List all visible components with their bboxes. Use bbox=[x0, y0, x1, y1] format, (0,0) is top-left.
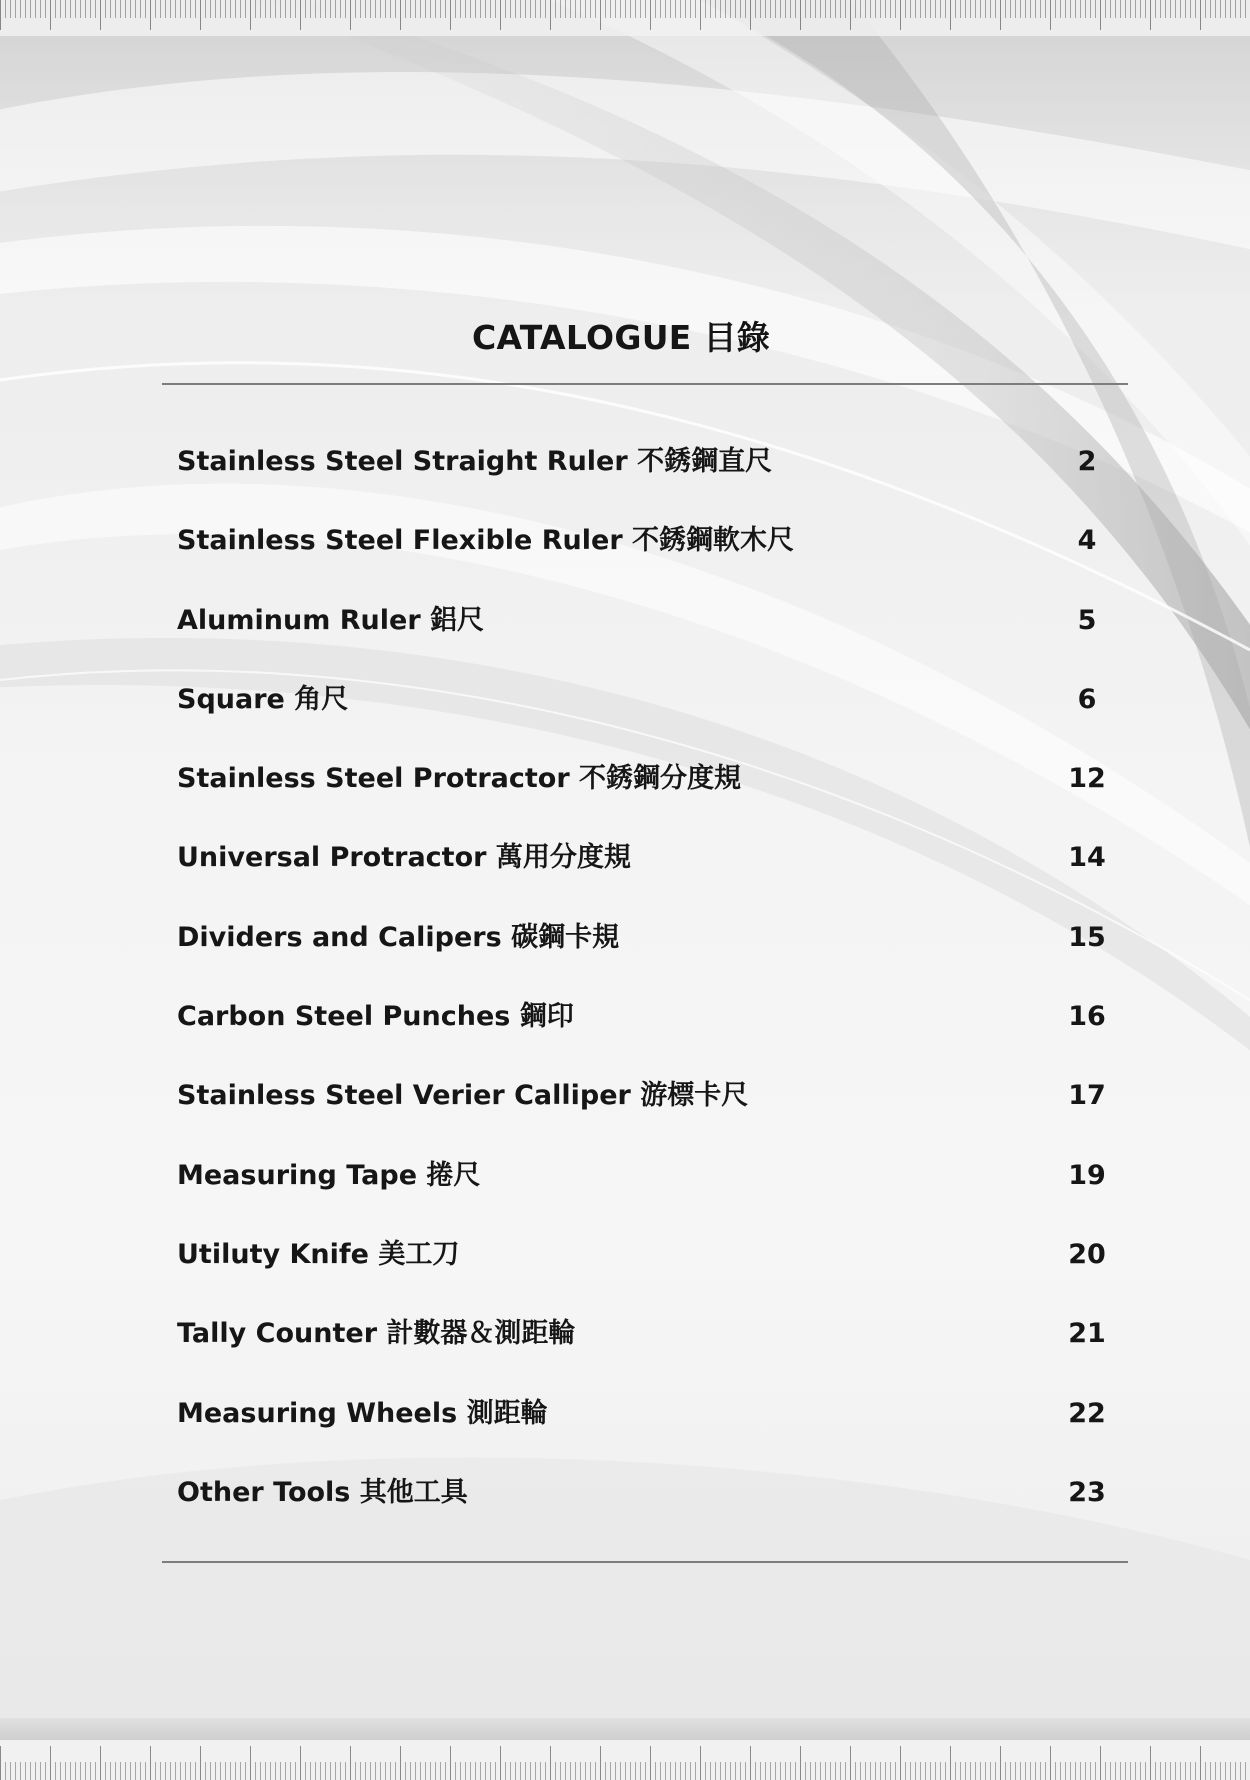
toc-entry-flexible-ruler[interactable] bbox=[177, 509, 1117, 588]
entry-title: Measuring Tape 捲尺 bbox=[177, 1159, 481, 1191]
entry-page-number: 20 bbox=[1068, 1238, 1106, 1270]
entry-title: Dividers and Calipers 碳鋼卡規 bbox=[177, 921, 620, 953]
table-of-contents bbox=[177, 430, 1117, 1540]
entry-page-number: 2 bbox=[1077, 446, 1097, 477]
entry-page-number: 22 bbox=[1068, 1397, 1106, 1429]
entry-page-number: 4 bbox=[1077, 525, 1097, 557]
entry-title: Utiluty Knife 美工刀 bbox=[177, 1238, 460, 1270]
toc-entry-utility-knife[interactable] bbox=[177, 1223, 1117, 1302]
entry-title: Stainless Steel Straight Ruler 不銹鋼直尺 bbox=[177, 446, 773, 477]
toc-entry-vernier-calliper[interactable] bbox=[177, 1064, 1117, 1143]
entry-title: Carbon Steel Punches 鋼印 bbox=[177, 1001, 574, 1033]
toc-entry-dividers-calipers[interactable] bbox=[177, 906, 1117, 985]
entry-page-number: 21 bbox=[1068, 1318, 1106, 1350]
toc-entry-measuring-tape[interactable] bbox=[177, 1144, 1117, 1223]
toc-entry-square[interactable] bbox=[177, 668, 1117, 747]
title-divider bbox=[162, 383, 1128, 385]
toc-entry-universal-protractor[interactable] bbox=[177, 826, 1117, 905]
page-title: CATALOGUE 目錄 bbox=[471, 318, 771, 357]
entry-page-number: 12 bbox=[1068, 763, 1106, 795]
entry-title: Square 角尺 bbox=[177, 683, 349, 715]
entry-page-number: 15 bbox=[1068, 921, 1106, 953]
entry-page-number: 5 bbox=[1077, 604, 1097, 636]
entry-page-number: 14 bbox=[1068, 842, 1106, 874]
toc-entry-tally-counter[interactable] bbox=[177, 1302, 1117, 1381]
footer-band-decoration bbox=[0, 1718, 1250, 1740]
entry-page-number: 16 bbox=[1068, 1001, 1106, 1033]
toc-entry-aluminum-ruler[interactable] bbox=[177, 589, 1117, 668]
entry-title: Stainless Steel Flexible Ruler 不銹鋼軟木尺 bbox=[177, 525, 795, 557]
toc-entry-measuring-wheels[interactable] bbox=[177, 1382, 1117, 1461]
top-ruler-decoration bbox=[0, 0, 1250, 36]
entry-page-number: 17 bbox=[1068, 1080, 1106, 1112]
toc-entry-straight-ruler[interactable] bbox=[177, 430, 1117, 509]
footer-divider bbox=[162, 1561, 1128, 1563]
toc-entry-punches[interactable] bbox=[177, 985, 1117, 1064]
entry-title: Stainless Steel Verier Calliper 游標卡尺 bbox=[177, 1080, 749, 1112]
entry-title: Stainless Steel Protractor 不銹鋼分度規 bbox=[177, 763, 742, 795]
bottom-ruler-decoration bbox=[0, 1740, 1250, 1780]
entry-page-number: 23 bbox=[1068, 1476, 1106, 1508]
entry-title: Other Tools 其他工具 bbox=[177, 1476, 468, 1508]
toc-entry-other-tools[interactable] bbox=[177, 1461, 1117, 1540]
entry-title: Measuring Wheels 測距輪 bbox=[177, 1397, 548, 1429]
entry-page-number: 19 bbox=[1068, 1159, 1106, 1191]
entry-title: Universal Protractor 萬用分度規 bbox=[177, 842, 631, 874]
entry-title: Aluminum Ruler 鋁尺 bbox=[177, 604, 485, 636]
entry-title: Tally Counter 計數器＆測距輪 bbox=[177, 1318, 576, 1350]
entry-page-number: 6 bbox=[1077, 683, 1097, 715]
toc-entry-protractor[interactable] bbox=[177, 747, 1117, 826]
